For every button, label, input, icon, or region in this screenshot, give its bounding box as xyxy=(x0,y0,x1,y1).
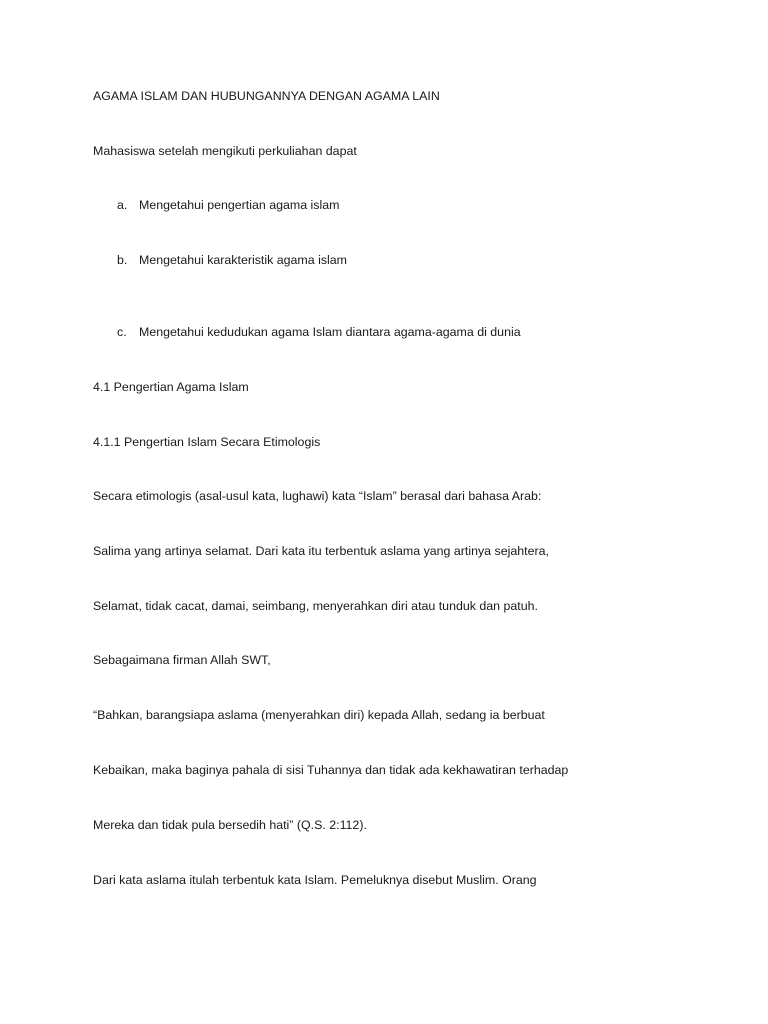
document-title: AGAMA ISLAM DAN HUBUNGANNYA DENGAN AGAMA LAIN xyxy=(93,89,440,103)
list-item-text: Mengetahui karakteristik agama islam xyxy=(139,253,347,267)
quote-line: “Bahkan, barangsiapa aslama (menyerahkan diri) kepada Allah, sedang ia berbuat xyxy=(93,708,545,722)
paragraph-line: Salima yang artinya selamat. Dari kata itu terbentuk aslama yang artinya sejahtera, xyxy=(93,544,549,558)
paragraph-line: Selamat, tidak cacat, damai, seimbang, menyerahkan diri atau tunduk dan patuh. xyxy=(93,599,538,613)
paragraph-line: Secara etimologis (asal-usul kata, lughawi) kata “Islam” berasal dari bahasa Arab: xyxy=(93,489,542,503)
objective-item-b xyxy=(117,253,347,267)
list-marker: b. xyxy=(117,253,128,267)
list-item-text: Mengetahui pengertian agama islam xyxy=(139,198,340,212)
paragraph-line: Dari kata aslama itulah terbentuk kata Islam. Pemeluknya disebut Muslim. Orang xyxy=(93,873,537,887)
subsection-heading: 4.1.1 Pengertian Islam Secara Etimologis xyxy=(93,435,321,449)
objective-item-a xyxy=(117,198,339,212)
list-marker: c. xyxy=(117,325,127,339)
quote-line: Kebaikan, maka baginya pahala di sisi Tuhannya dan tidak ada kekhawatiran terhadap xyxy=(93,763,569,777)
intro-text: Mahasiswa setelah mengikuti perkuliahan dapat xyxy=(93,144,357,158)
paragraph-line: Sebagaimana firman Allah SWT, xyxy=(93,653,271,667)
list-item-text: Mengetahui kedudukan agama Islam diantara agama-agama di dunia xyxy=(139,325,521,339)
list-marker: a. xyxy=(117,198,128,212)
section-heading: 4.1 Pengertian Agama Islam xyxy=(93,380,249,394)
objective-item-c xyxy=(117,325,521,339)
quote-line: Mereka dan tidak pula bersedih hati” (Q.S. 2:112). xyxy=(93,818,367,832)
